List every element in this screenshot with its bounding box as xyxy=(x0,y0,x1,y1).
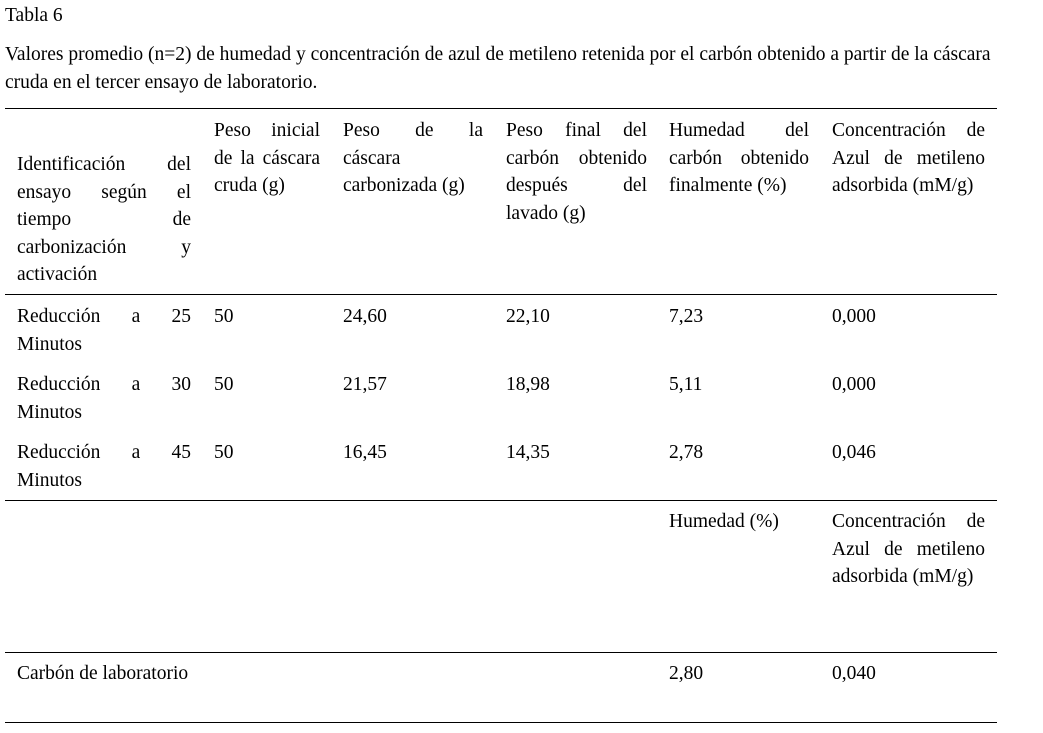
lab-row-concentracion: 0,040 xyxy=(832,663,876,684)
table-label: Tabla 6 xyxy=(5,5,63,26)
row-2-concentracion: 0,000 xyxy=(832,374,876,395)
row-3-concentracion: 0,046 xyxy=(832,442,876,463)
row-3-humedad: 2,78 xyxy=(669,442,704,463)
row-1-humedad: 7,23 xyxy=(669,306,704,327)
row-2-id: Reducción a 30 Minutos xyxy=(17,374,191,423)
row-2-peso-carbonizada: 21,57 xyxy=(343,374,387,395)
row-3-peso-final: 14,35 xyxy=(506,442,550,463)
second-header-concentracion: Concentración de Azul de metileno adsorbida (mM/g) xyxy=(832,511,985,587)
row-1-peso-inicial: 50 xyxy=(214,306,234,327)
header-peso-final: Peso final del carbón obtenido después del lavado (g) xyxy=(506,120,647,224)
header-humedad: Humedad del carbón obtenido finalmente (%) xyxy=(669,120,809,196)
row-1-peso-carbonizada: 24,60 xyxy=(343,306,387,327)
body-bottom-rule xyxy=(5,500,997,501)
header-peso-carbonizada: Peso de la cáscara carbonizada (g) xyxy=(343,120,483,196)
row-1-peso-final: 22,10 xyxy=(506,306,550,327)
table-top-rule xyxy=(5,108,997,109)
header-identificacion: Identificación del ensayo según el tiempo de carbonización y activación xyxy=(17,154,191,285)
second-header-bottom-rule xyxy=(5,652,997,653)
row-2-peso-inicial: 50 xyxy=(214,374,234,395)
header-concentracion: Concentración de Azul de metileno adsorbida (mM/g) xyxy=(832,120,985,196)
row-3-peso-inicial: 50 xyxy=(214,442,234,463)
row-2-peso-final: 18,98 xyxy=(506,374,550,395)
row-2-humedad: 5,11 xyxy=(669,374,703,395)
row-3-peso-carbonizada: 16,45 xyxy=(343,442,387,463)
header-peso-inicial: Peso inicial de la cáscara cruda (g) xyxy=(214,120,320,196)
table-bottom-rule xyxy=(5,722,997,723)
second-header-humedad: Humedad (%) xyxy=(669,511,779,532)
table-caption: Valores promedio (n=2) de humedad y concentración de azul de metileno retenida por el carbón obtenido a partir de la cáscara cruda en el tercer ensayo de laboratorio. xyxy=(5,44,991,93)
row-1-concentracion: 0,000 xyxy=(832,306,876,327)
row-1-id: Reducción a 25 Minutos xyxy=(17,306,191,355)
header-bottom-rule xyxy=(5,294,997,295)
row-3-id: Reducción a 45 Minutos xyxy=(17,442,191,491)
lab-row-humedad: 2,80 xyxy=(669,663,704,684)
lab-row-id: Carbón de laboratorio xyxy=(17,663,189,684)
